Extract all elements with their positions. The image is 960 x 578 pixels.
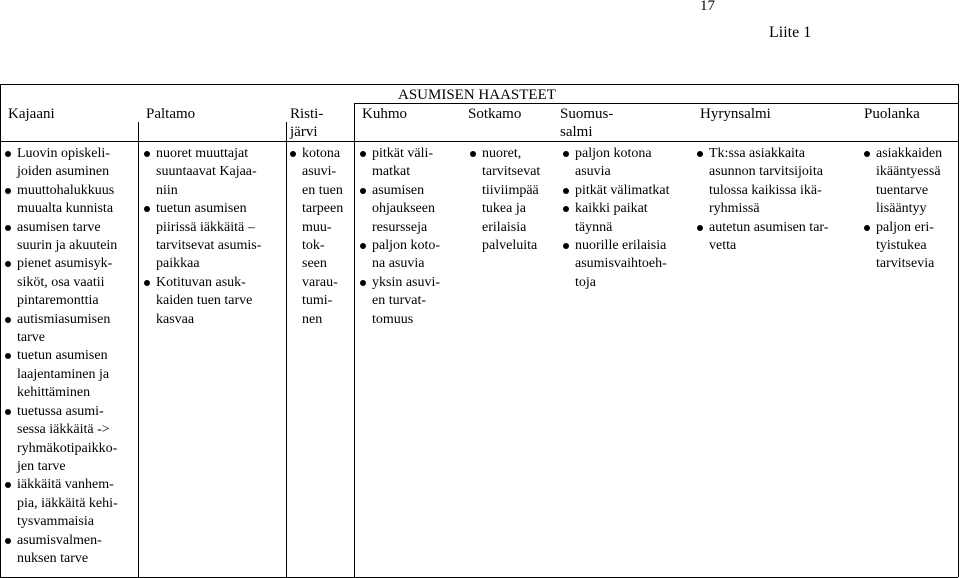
bullet-icon xyxy=(5,482,11,488)
item-line: jen tarve xyxy=(17,458,66,474)
bullet-icon xyxy=(5,353,11,359)
list-item xyxy=(563,237,669,292)
list-item xyxy=(5,219,118,256)
item-line: paljon koto- xyxy=(372,238,441,254)
item-line: toja xyxy=(575,274,596,290)
bullet-icon xyxy=(5,188,11,194)
item-line: asunnon tarvitsijoita xyxy=(709,164,823,180)
list-item xyxy=(697,219,828,256)
list-item xyxy=(144,200,261,274)
item-line: ikääntyessä xyxy=(876,164,941,180)
item-line: nuorille erilaisia xyxy=(575,238,667,254)
item-line: piirissä iäkkäitä – xyxy=(156,219,255,235)
item-line: tuetun asumisen xyxy=(156,201,247,217)
item-line: tiiviimpää xyxy=(482,182,539,198)
item-line: tulossa kaikissa ikä- xyxy=(709,182,822,198)
col-line-end xyxy=(958,84,959,577)
item-line: tarpeen xyxy=(302,201,344,217)
item-line: suurin ja akuutein xyxy=(17,238,118,254)
item-line: tuetun asumisen xyxy=(17,348,108,364)
list-item xyxy=(864,219,942,274)
list-item xyxy=(864,145,942,219)
item-line: tarvitsevat asumis- xyxy=(156,238,262,254)
list-item xyxy=(5,532,118,569)
item-line: pienet asumisyk- xyxy=(17,256,113,272)
appendix-label: Liite 1 xyxy=(769,24,812,41)
item-line: asuvia xyxy=(575,164,611,180)
item-line: en turvat- xyxy=(372,293,427,309)
item-line: kaiden tuen tarve xyxy=(156,293,253,309)
bullet-icon xyxy=(360,243,366,249)
list-item xyxy=(5,145,118,182)
item-line: asumisen tarve xyxy=(17,219,101,235)
item-line: tysvammaisia xyxy=(17,514,94,530)
item-line: autetun asumisen tar- xyxy=(709,219,829,235)
item-line: niin xyxy=(156,182,178,198)
bullet-icon xyxy=(563,243,569,249)
item-line: laajentaminen ja xyxy=(17,366,110,382)
item-line: palveluita xyxy=(482,238,538,254)
bullet-icon xyxy=(5,151,11,157)
item-line: pia, iäkkäitä kehi- xyxy=(17,495,118,511)
bullet-icon xyxy=(144,206,150,212)
item-line: asumisvalmen- xyxy=(17,532,102,548)
cell-hyrynsalmi xyxy=(697,145,828,255)
item-line: na asuvia xyxy=(372,256,425,272)
bullet-icon xyxy=(360,280,366,286)
item-line: pintaremonttia xyxy=(17,293,99,309)
col-header-kajaani: Kajaani xyxy=(8,106,55,122)
list-item xyxy=(360,237,440,274)
list-item xyxy=(563,200,669,237)
item-line: asiakkaiden xyxy=(876,146,943,161)
item-line: ohjaukseen xyxy=(372,201,435,217)
cell-kuhmo xyxy=(360,145,440,329)
col-header-ristijarvi: Risti- järvi xyxy=(290,106,324,140)
item-line: tumi- xyxy=(302,293,333,309)
item-line: autismiasumisen xyxy=(17,311,111,327)
item-line: nuoret muuttajat xyxy=(156,146,249,161)
item-line: asumisvaihtoeh- xyxy=(575,256,667,272)
cell-sotkamo xyxy=(470,145,540,255)
item-line: paljon kotona xyxy=(575,146,652,161)
main-header: ASUMISEN HAASTEET xyxy=(398,87,556,103)
item-line: muualta kunnista xyxy=(17,201,114,217)
item-line: paikkaa xyxy=(156,256,200,272)
item-line: en tuen xyxy=(302,182,343,198)
item-line: Luovin opiskeli- xyxy=(17,146,110,161)
list-item xyxy=(144,145,261,200)
item-line: matkat xyxy=(372,164,411,180)
bullet-icon xyxy=(864,151,870,157)
col-line-1 xyxy=(138,122,139,577)
list-item xyxy=(360,274,440,329)
header-bottom xyxy=(0,141,958,142)
item-line: asuvi- xyxy=(302,164,337,180)
item-line: tyistukea xyxy=(876,238,927,254)
item-line: nuksen tarve xyxy=(17,550,89,566)
bullet-icon xyxy=(563,188,569,194)
col-line-3 xyxy=(354,103,355,577)
item-line: resursseja xyxy=(372,219,428,235)
list-item xyxy=(360,182,440,237)
item-line: asumisen xyxy=(372,182,425,198)
bullet-icon xyxy=(5,409,11,415)
item-line: nen xyxy=(302,311,323,327)
bullet-icon xyxy=(5,225,11,231)
page-number: 17 xyxy=(700,0,715,14)
cell-ristijarvi xyxy=(290,145,343,329)
bullet-icon xyxy=(144,280,150,286)
item-line: muuttohalukkuus xyxy=(17,182,115,198)
col-header-paltamo: Paltamo xyxy=(146,106,196,122)
item-line: yksin asuvi- xyxy=(372,274,441,290)
list-item xyxy=(144,274,261,329)
col-header-hyrynsalmi: Hyrynsalmi xyxy=(700,106,771,122)
cell-suomussalmi xyxy=(563,145,669,292)
item-line: Tk:ssa asiakkaita xyxy=(709,146,806,161)
item-line: tuentarve xyxy=(876,182,929,198)
item-line: kasvaa xyxy=(156,311,195,327)
item-line: Kotituvan asuk- xyxy=(156,274,246,290)
item-line: pitkät väli- xyxy=(372,146,434,161)
cell-puolanka xyxy=(864,145,942,274)
item-line: nuoret, xyxy=(482,146,522,161)
list-item xyxy=(697,145,828,219)
item-line: tukea ja xyxy=(482,201,526,217)
item-line: muu- xyxy=(302,219,332,235)
bullet-icon xyxy=(470,151,476,157)
item-line: lisääntyy xyxy=(876,201,927,217)
list-item xyxy=(5,476,118,531)
list-item xyxy=(470,145,540,255)
item-line: kehittäminen xyxy=(17,385,91,401)
item-line: varau- xyxy=(302,274,338,290)
item-line: tarve xyxy=(17,330,45,346)
bullet-icon xyxy=(5,317,11,323)
list-item xyxy=(360,145,440,182)
item-line: kotona xyxy=(302,146,341,161)
col-header-sotkamo: Sotkamo xyxy=(468,106,522,122)
item-line: joiden asuminen xyxy=(17,164,110,180)
col-header-puolanka: Puolanka xyxy=(864,106,920,122)
cell-kajaani xyxy=(5,145,118,568)
item-line: täynnä xyxy=(575,219,613,235)
item-line: seen xyxy=(302,256,327,272)
item-line: tarvitsevia xyxy=(876,256,935,272)
item-line: vetta xyxy=(709,238,737,254)
list-item xyxy=(5,182,118,219)
col-header-suomussalmi: Suomus- salmi xyxy=(560,106,614,140)
item-line: tomuus xyxy=(372,311,414,327)
list-item xyxy=(5,347,118,402)
item-line: tok- xyxy=(302,238,325,254)
item-line: ryhmissä xyxy=(709,201,760,217)
item-line: suuntaavat Kajaa- xyxy=(156,164,257,180)
item-line: kaikki paikat xyxy=(575,201,648,217)
item-line: siköt, osa vaatii xyxy=(17,274,105,290)
item-line: iäkkäitä vanhem- xyxy=(17,477,114,493)
bullet-icon xyxy=(697,151,703,157)
cell-paltamo xyxy=(144,145,261,329)
bullet-icon xyxy=(144,151,150,157)
item-line: pitkät välimatkat xyxy=(575,182,670,198)
bullet-icon xyxy=(360,188,366,194)
bullet-icon xyxy=(5,538,11,544)
table-border-top xyxy=(0,84,958,85)
bullet-icon xyxy=(290,151,296,157)
item-line: erilaisia xyxy=(482,219,527,235)
list-item xyxy=(5,311,118,348)
item-line: ryhmäkotipaikko- xyxy=(17,440,118,456)
bullet-icon xyxy=(563,151,569,157)
col-line-2 xyxy=(286,122,287,577)
list-item xyxy=(563,145,669,182)
bullet-icon xyxy=(697,225,703,231)
col-line-0 xyxy=(0,84,1,577)
list-item xyxy=(290,145,343,329)
item-line: tarvitsevat xyxy=(482,164,541,180)
item-line: sessa iäkkäitä -> xyxy=(17,422,110,438)
col-header-kuhmo: Kuhmo xyxy=(362,106,407,122)
item-line: paljon eri- xyxy=(876,219,934,235)
bullet-icon xyxy=(864,225,870,231)
bullet-icon xyxy=(563,206,569,212)
list-item xyxy=(5,403,118,477)
list-item xyxy=(5,255,118,310)
bullet-icon xyxy=(5,261,11,267)
item-line: tuetussa asumi- xyxy=(17,403,104,419)
list-item xyxy=(563,182,669,200)
bullet-icon xyxy=(360,151,366,157)
